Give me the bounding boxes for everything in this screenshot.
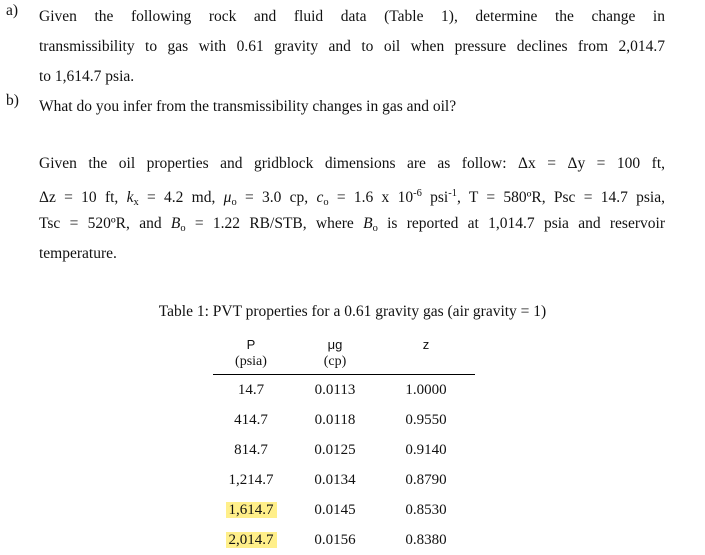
header-z-factor [385, 336, 467, 353]
table-header [213, 334, 475, 375]
table-row [213, 465, 475, 495]
given-line-2-co-value: = 1.6 x 10 [328, 189, 414, 206]
bo-subscript-2: o [372, 223, 378, 234]
given-line-2-dz: Δz = 10 ft, [39, 189, 127, 206]
header-z-symbol: z [422, 337, 430, 352]
z-factor-cell [385, 405, 467, 435]
viscosity-cell-value: 0.0125 [314, 442, 356, 458]
z-factor-cell-value: 1.0000 [405, 382, 447, 398]
question-b-label: b) [6, 92, 19, 109]
z-factor-cell-value: 0.8380 [405, 532, 447, 548]
question-a-line-3: to 1,614.7 psia. [39, 68, 135, 85]
kx-subscript: x [133, 197, 139, 208]
table-row [213, 495, 475, 525]
viscosity-cell [295, 525, 375, 555]
pressure-cell [213, 405, 289, 435]
kx-symbol: k [126, 189, 134, 206]
pressure-cell [213, 495, 289, 525]
pressure-cell-value: 814.7 [234, 442, 268, 458]
header-pressure-unit: (psia) [235, 354, 267, 369]
z-factor-cell-value: 0.8790 [405, 472, 447, 488]
question-a-label: a) [6, 2, 19, 19]
z-factor-cell [385, 375, 467, 405]
z-factor-cell-value: 0.9140 [405, 442, 447, 458]
mu-o-subscript: o [231, 197, 237, 208]
viscosity-cell-value: 0.0113 [314, 382, 356, 398]
z-factor-cell-value: 0.8530 [405, 502, 447, 518]
table-row [213, 435, 475, 465]
given-line-3-tail: is reported at 1,014.7 psia and reservoir [377, 215, 665, 232]
z-factor-cell [385, 525, 467, 555]
viscosity-cell [295, 405, 375, 435]
table-body [213, 375, 475, 555]
viscosity-cell [295, 435, 375, 465]
pressure-cell-value: 1,214.7 [228, 472, 274, 488]
given-line-2-kx-value: = 4.2 md, [138, 189, 224, 206]
co-exponent: -6 [413, 188, 422, 199]
question-a-line-1: Given the following rock and fluid data (Table 1), determine the change in [39, 8, 665, 25]
given-line-4: temperature. [39, 245, 117, 262]
viscosity-cell-value: 0.0118 [314, 412, 356, 428]
pressure-cell-value: 414.7 [234, 412, 268, 428]
table-row [213, 405, 475, 435]
co-symbol: c [316, 189, 324, 206]
viscosity-cell [295, 495, 375, 525]
table-row [213, 375, 475, 405]
given-line-3 [39, 209, 665, 239]
z-factor-cell [385, 435, 467, 465]
header-viscosity [295, 336, 375, 370]
given-line-3-bo-value: = 1.22 RB/STB, where [185, 215, 364, 232]
table-caption: Table 1: PVT properties for a 0.61 gravity gas (air gravity = 1) [158, 303, 547, 320]
header-viscosity-unit: (cp) [323, 354, 347, 369]
pressure-cell-value: 2,014.7 [226, 532, 277, 548]
pressure-cell [213, 525, 289, 555]
given-line-2-mu-value: = 3.0 cp, [236, 189, 317, 206]
given-line-3-tsc: Tsc = 520ºR, and [39, 215, 171, 232]
co-subscript: o [323, 197, 329, 208]
question-a-text [39, 2, 665, 92]
pressure-cell-value: 14.7 [237, 382, 265, 398]
given-line-2 [39, 179, 665, 209]
viscosity-cell-value: 0.0134 [314, 472, 356, 488]
given-paragraph [39, 149, 665, 269]
mu-o-symbol: μ [223, 189, 232, 206]
question-b-line: What do you infer from the transmissibility changes in gas and oil? [39, 98, 457, 115]
question-a-line-2: transmissibility to gas with 0.61 gravity and to oil when pressure declines from 2,014.7 [39, 38, 665, 55]
header-viscosity-symbol: μg [327, 337, 343, 352]
z-factor-cell-value: 0.9550 [405, 412, 447, 428]
given-line-2-tail: , T = 580ºR, Psc = 14.7 psia, [456, 189, 665, 206]
z-factor-cell [385, 495, 467, 525]
pvt-table [213, 334, 475, 555]
viscosity-cell [295, 375, 375, 405]
header-pressure-symbol: P [246, 337, 256, 352]
viscosity-cell [295, 465, 375, 495]
bo-subscript: o [180, 223, 186, 234]
pressure-cell [213, 375, 289, 405]
pressure-cell [213, 465, 289, 495]
given-line-2-psi: psi [421, 189, 449, 206]
header-pressure [213, 336, 289, 370]
psi-exponent: -1 [448, 188, 457, 199]
bo-symbol: B [170, 215, 181, 232]
viscosity-cell-value: 0.0145 [314, 502, 356, 518]
bo-symbol-2: B [363, 215, 373, 232]
viscosity-cell-value: 0.0156 [314, 532, 356, 548]
pressure-cell-value: 1,614.7 [226, 502, 277, 518]
table-row [213, 525, 475, 555]
pressure-cell [213, 435, 289, 465]
z-factor-cell [385, 465, 467, 495]
question-b-text [39, 92, 665, 122]
given-line-1: Given the oil properties and gridblock dimensions are as follow: Δx = Δy = 100 ft, [39, 155, 665, 172]
